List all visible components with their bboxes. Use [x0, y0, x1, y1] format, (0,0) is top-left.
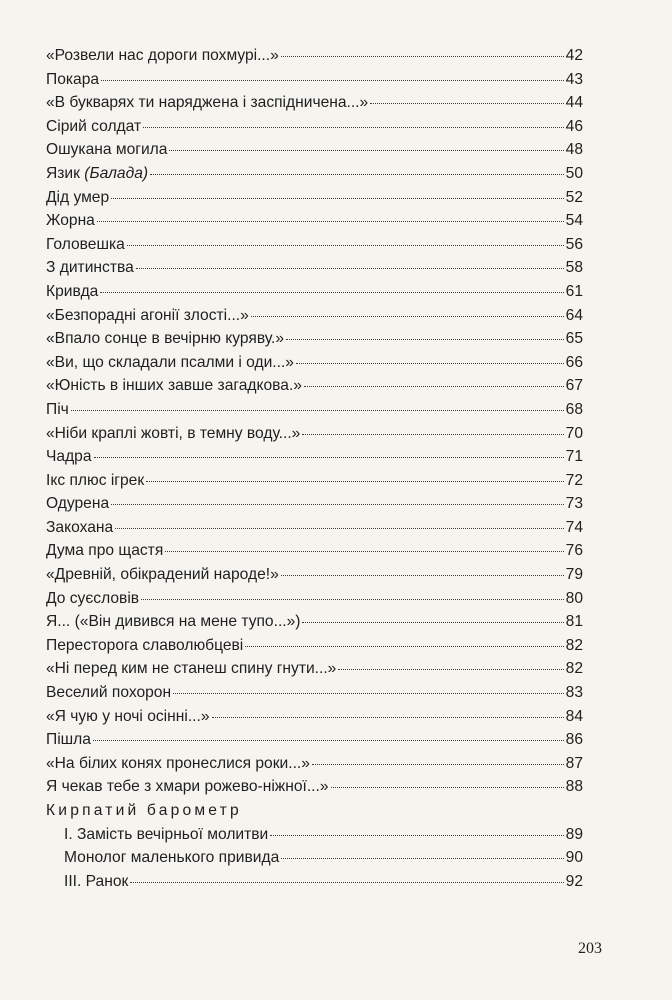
- dot-leader: [312, 764, 564, 765]
- toc-entry-page: 82: [565, 636, 583, 654]
- toc-entry: [46, 563, 583, 587]
- dot-leader: [101, 80, 564, 81]
- toc-entry-title: [46, 634, 243, 658]
- toc-entry-page: 56: [565, 235, 583, 253]
- dot-leader: [94, 457, 564, 458]
- toc-entry: [46, 398, 583, 422]
- toc-entry: [46, 775, 583, 799]
- toc-entry-title-text: Дід умер: [46, 188, 110, 206]
- toc-entry: [46, 138, 583, 162]
- dot-leader: [150, 174, 564, 175]
- toc-entry: [46, 44, 583, 68]
- toc-entry: [46, 162, 583, 186]
- toc-entry-title-text: Веселий похорон: [46, 684, 172, 702]
- toc-entry-page: 82: [565, 660, 583, 678]
- toc-entry-title: [46, 469, 144, 493]
- toc-entry-title: [46, 233, 125, 257]
- dot-leader: [111, 198, 563, 199]
- dot-leader: [173, 693, 564, 694]
- toc-entry-title: [46, 304, 249, 328]
- toc-entry-page: 72: [565, 471, 583, 489]
- page-number: 203: [578, 940, 602, 957]
- toc-entry-subtitle: (Балада): [84, 164, 149, 182]
- toc-entry-page: 84: [565, 707, 583, 725]
- toc-entry-page: 66: [565, 353, 583, 371]
- toc-entry-title-text: «Розвели нас дороги похмурі...»: [46, 47, 279, 64]
- dot-leader: [141, 599, 564, 600]
- dot-leader: [251, 316, 564, 317]
- toc-entry-title: [46, 186, 109, 210]
- toc-entry-page: 73: [565, 495, 583, 513]
- toc-entry-page: 88: [565, 778, 583, 796]
- toc-entry: [46, 681, 583, 705]
- toc-entry-title: [46, 539, 163, 563]
- toc-entry-title: [46, 44, 279, 68]
- toc-entry-page: 52: [565, 188, 583, 206]
- toc-entry: [46, 752, 583, 776]
- toc-entry-title-text: З дитинства: [46, 259, 134, 277]
- dot-leader: [304, 386, 564, 387]
- toc-entry-title: [46, 68, 99, 92]
- toc-entry: [46, 186, 583, 210]
- toc-entry-title: [46, 775, 329, 799]
- toc-entry-title: [46, 563, 279, 587]
- toc-entry-title: [46, 422, 300, 446]
- toc-entry-page: 50: [565, 164, 583, 182]
- dot-leader: [212, 717, 564, 718]
- toc-entry: [46, 516, 583, 540]
- toc-entry-title: [46, 256, 134, 280]
- toc-entry-title-text: Пересторога славолюбцеві: [46, 636, 244, 654]
- toc-entry: [46, 209, 583, 233]
- toc-entry-title: [46, 115, 141, 139]
- toc-entry-title-text: Сірий солдат: [46, 117, 142, 135]
- dot-leader: [127, 245, 564, 246]
- toc-entry-title: [46, 681, 171, 705]
- toc-entry-title-text: Чадра: [46, 448, 92, 466]
- toc-entry: [46, 256, 583, 280]
- dot-leader: [165, 551, 563, 552]
- toc-entry-title: [46, 374, 302, 398]
- toc-entry: [46, 91, 583, 115]
- toc-entry: [46, 634, 583, 658]
- dot-leader: [111, 504, 564, 505]
- toc-entry-title-text: До суєсловів: [46, 589, 140, 607]
- toc-entry-title-text: Дума про щастя: [46, 542, 164, 560]
- toc-entry: [46, 539, 583, 563]
- toc-entry-page: 76: [565, 542, 583, 560]
- dot-leader: [281, 858, 563, 859]
- toc-entry-page: 43: [565, 70, 583, 88]
- toc-entry-page: 48: [565, 141, 583, 159]
- dot-leader: [115, 528, 563, 529]
- toc-entry-title-text: «Ніби краплі жовті, в темну воду...»: [46, 424, 301, 442]
- toc-entry: [46, 469, 583, 493]
- toc-entry-title-text: Ікс плюс ігрек: [46, 471, 145, 489]
- toc-entry-page: 71: [565, 448, 583, 466]
- toc-entry-title-text: «Ви, що складали псалми і оди...»: [46, 353, 294, 371]
- dot-leader: [93, 740, 564, 741]
- toc-entry-title: [46, 445, 92, 469]
- toc-entry-title-text: «Впало сонце в вечірню куряву.»: [46, 330, 285, 348]
- dot-leader: [281, 575, 564, 576]
- toc-entry: [46, 68, 583, 92]
- dot-leader: [370, 103, 563, 104]
- toc-entry-title: [46, 610, 300, 634]
- toc-entry-title-text: Пішла: [46, 731, 91, 749]
- toc-entry-page: 89: [565, 825, 583, 843]
- toc-entry-title: [46, 752, 310, 776]
- toc-entry: [46, 280, 583, 304]
- toc-entry-title: [46, 138, 167, 162]
- toc-entry-title-text: Ошукана могила: [46, 141, 168, 159]
- dot-leader: [286, 339, 564, 340]
- toc-entry-page: 92: [565, 872, 583, 890]
- toc-entry-page: 70: [565, 424, 583, 442]
- dot-leader: [281, 56, 564, 57]
- toc-entry-title-text: ІІІ. Ранок: [64, 872, 129, 890]
- toc-entry-title-text: «Юність в інших завше загадкова.»: [46, 377, 302, 395]
- dot-leader: [331, 787, 564, 788]
- toc-entry: [46, 115, 583, 139]
- toc-entry: [46, 705, 583, 729]
- toc-entry-page: 87: [565, 754, 583, 772]
- dot-leader: [270, 835, 563, 836]
- dot-leader: [146, 481, 563, 482]
- toc-entry: [46, 422, 583, 446]
- toc-entry-title-text: Піч: [46, 400, 69, 418]
- toc-entry-title: [64, 870, 128, 894]
- toc-entry-title: [46, 209, 95, 233]
- toc-entry-page: 44: [565, 94, 583, 112]
- toc-entry-page: 64: [565, 306, 583, 324]
- toc-entry-page: 79: [565, 566, 583, 584]
- toc-entry-title: [46, 280, 98, 304]
- toc-entry-title: [64, 846, 279, 870]
- toc-entry-title-text: «В букварях ти наряджена і заспідничена...»: [46, 94, 369, 112]
- toc-entry: [46, 610, 583, 634]
- toc-entry-page: 80: [565, 589, 583, 607]
- toc-entry-title-text: Жорна: [46, 212, 95, 230]
- dot-leader: [245, 646, 563, 647]
- toc-entry-title: [46, 398, 69, 422]
- toc-entry: [46, 657, 583, 681]
- toc-entry-page: 65: [565, 330, 583, 348]
- toc-entry-title: [46, 728, 91, 752]
- toc-entry-title: [46, 587, 139, 611]
- toc-entry-title: [46, 351, 294, 375]
- toc-entry-title-text: Монолог маленького привида: [64, 849, 280, 867]
- toc-entry-title: [46, 657, 336, 681]
- toc-entry-page: 58: [565, 259, 583, 277]
- toc-entry-title-text: Закохана: [46, 518, 114, 536]
- dot-leader: [296, 363, 564, 364]
- toc-entry-title-text: «Ні перед ким не станеш спину гнути...»: [46, 660, 337, 678]
- toc-entry-title: [46, 516, 113, 540]
- dot-leader: [302, 622, 563, 623]
- dot-leader: [338, 669, 563, 670]
- dot-leader: [71, 410, 564, 411]
- toc-entry-title: [46, 91, 368, 115]
- toc-entry: [46, 870, 583, 894]
- table-of-contents: [46, 44, 583, 893]
- toc-entry-page: 67: [565, 377, 583, 395]
- toc-entry: [46, 327, 583, 351]
- toc-entry-title: [64, 823, 268, 847]
- toc-entry: [46, 728, 583, 752]
- dot-leader: [302, 434, 563, 435]
- toc-entry: [46, 445, 583, 469]
- toc-entry-page: 46: [565, 117, 583, 135]
- toc-section-heading: [46, 799, 583, 823]
- toc-entry-title-text: «На білих конях пронеслися роки...»: [46, 754, 310, 772]
- toc-entry-title-text: «Я чую у ночі осінні...»: [46, 707, 210, 725]
- toc-entry-page: 68: [565, 400, 583, 418]
- toc-entry-title-text: Кривда: [46, 282, 99, 300]
- toc-entry-title-text: Язик: [46, 164, 80, 182]
- toc-entry-title: [46, 327, 284, 351]
- toc-entry-title: [46, 705, 210, 729]
- toc-entry-page: 54: [565, 212, 583, 230]
- toc-entry-title-text: «Безпорадні агонії злості...»: [46, 306, 249, 324]
- section-title: Кирпатий барометр: [46, 802, 242, 819]
- toc-entry-page: 74: [565, 518, 583, 536]
- toc-entry-title-text: Одурена: [46, 495, 110, 513]
- toc-entry-title-text: І. Замість вечірньої молитви: [64, 825, 269, 843]
- dot-leader: [143, 127, 564, 128]
- toc-entry-title-text: Головешка: [46, 235, 125, 253]
- dot-leader: [169, 150, 563, 151]
- toc-entry-title-text: Покара: [46, 70, 100, 88]
- toc-entry-title-text: «Древній, обікрадений народе!»: [46, 566, 279, 584]
- toc-entry-page: 86: [565, 731, 583, 749]
- toc-entry-page: 61: [565, 282, 583, 300]
- toc-entry-page: 42: [565, 47, 583, 64]
- toc-entry: [46, 351, 583, 375]
- toc-entry: [46, 587, 583, 611]
- toc-entry: [46, 233, 583, 257]
- toc-entry: [46, 846, 583, 870]
- toc-entry-page: 81: [565, 613, 583, 631]
- dot-leader: [136, 268, 564, 269]
- toc-entry-title-text: Я чекав тебе з хмари рожево-ніжної...»: [46, 778, 329, 796]
- toc-entry: [46, 492, 583, 516]
- dot-leader: [130, 882, 563, 883]
- toc-entry-title: [46, 492, 109, 516]
- toc-entry-page: 90: [565, 849, 583, 867]
- toc-entry-title: [46, 162, 148, 186]
- toc-entry-page: 83: [565, 684, 583, 702]
- toc-entry-title-text: Я... («Він дивився на мене тупо...»): [46, 613, 301, 631]
- toc-entry: [46, 304, 583, 328]
- toc-entry: [46, 374, 583, 398]
- dot-leader: [100, 292, 563, 293]
- toc-entry: [46, 823, 583, 847]
- dot-leader: [97, 221, 564, 222]
